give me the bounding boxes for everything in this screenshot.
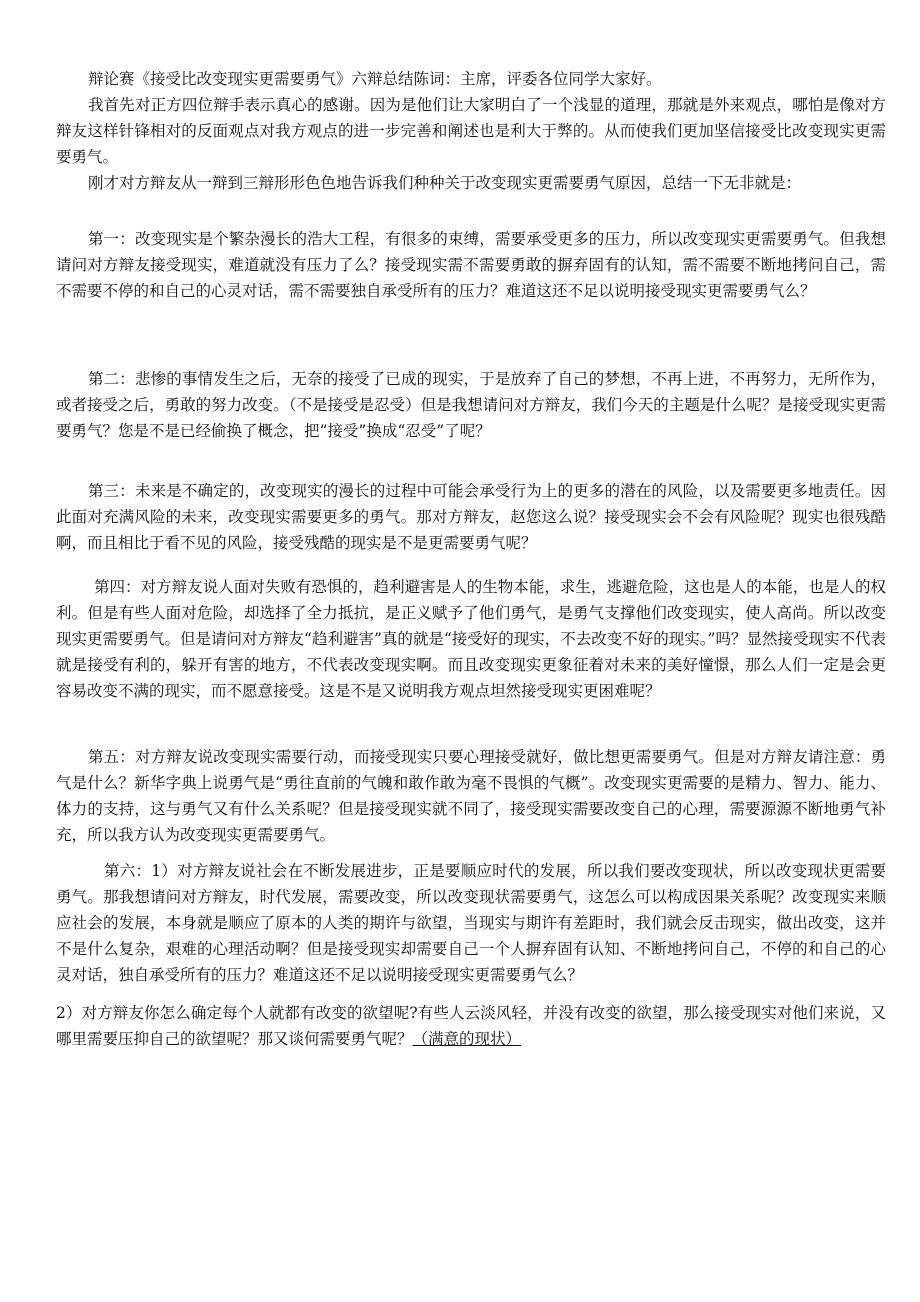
- point-six-part-two-text: 2）对方辩友你怎么确定每个人就都有改变的欲望呢?有些人云淡风轻，并没有改变的欲望，那么接受现实对他们来说，又哪里需要压抑自己的欲望呢？那又谈何需要勇气呢？: [56, 1004, 886, 1048]
- point-four-paragraph: 第四：对方辩友说人面对失败有恐惧的，趋利避害是人的生物本能，求生，逃避危险，这也是人的本能，也是人的权利。但是有些人面对危险，却选择了全力抵抗，是正义赋予了他们勇气，是勇气支撑他们改变现实，使人高尚。所以改变现实更需要勇气。但是请问对方辩友“趋利避害”真的就是“接受好的现实，不去改变不好的现实。”吗？显然接受现实不代表就是接受有利的，躲开有害的地方，不代表改变现实啊。而且改变现实更象征着对未来的美好憧憬，那么人们一定是会更容易改变不满的现实，而不愿意接受。这是不是又说明我方观点坦然接受现实更困难呢？: [56, 578, 886, 700]
- point-three-paragraph: 第三：未来是不确定的，改变现实的漫长的过程中可能会承受行为上的更多的潜在的风险，以及需要更多地责任。因此面对充满风险的未来，改变现实需要更多的勇气。那对方辩友，赵您这么说？接受现实会不会有风险呢？现实也很残酷啊，而且相比于看不见的风险，接受残酷的现实是不是更需要勇气呢？: [56, 482, 886, 552]
- summary-intro-paragraph: 刚才对方辩友从一辩到三辩形形色色地告诉我们种种关于改变现实更需要勇气原因，总结一下无非就是：: [88, 174, 802, 192]
- point-five-paragraph: 第五：对方辩友说改变现实需要行动，而接受现实只要心理接受就好，做比想更需要勇气。但是对方辩友请注意：勇气是什么？新华字典上说勇气是“勇往直前的气魄和敢作敢为毫不畏惧的气概”。改变现实更需要的是精力、智力、能力、体力的支持，这与勇气又有什么关系呢？但是接受现实就不同了，接受现实需要改变自己的心理，需要源源不断地勇气补充，所以我方认为改变现实更需要勇气。: [56, 748, 886, 844]
- title-paragraph: 辩论赛《接受比改变现实更需要勇气》六辩总结陈词：主席，评委各位同学大家好。: [88, 70, 662, 88]
- point-six-part-two-paragraph: [56, 1000, 886, 1052]
- point-six-paragraph: 第六：1）对方辩友说社会在不断发展进步，正是要顺应时代的发展，所以我们要改变现状，所以改变现状更需要勇气。那我想请问对方辩友，时代发展，需要改变，所以改变现状需要勇气，这怎么可以构成因果关系呢？改变现实来顺应社会的发展，本身就是顺应了原本的人类的期许与欲望，当现实与期许有差距时，我们就会反击现实，做出改变，这并不是什么复杂，艰难的心理活动啊？但是接受现实却需要自己一个人摒弃固有认知、不断地拷问自己，不停的和自己的心灵对话，独自承受所有的压力？难道这还不足以说明接受现实更需要勇气么？: [56, 862, 886, 984]
- intro-paragraph: 我首先对正方四位辩手表示真心的感谢。因为是他们让大家明白了一个浅显的道理，那就是外来观点，哪怕是像对方辩友这样针锋相对的反面观点对我方观点的进一步完善和阐述也是利大于弊的。从而使我们更加坚信接受比改变现实更需要勇气。: [56, 96, 886, 166]
- underlined-note: （满意的现状）: [412, 1030, 522, 1048]
- point-one-paragraph: 第一：改变现实是个繁杂漫长的浩大工程，有很多的束缚，需要承受更多的压力，所以改变现实更需要勇气。但我想请问对方辩友接受现实，难道就没有压力了么？接受现实需不需要勇敢的摒弃固有的认知，需不需要不断地拷问自己，需不需要不停的和自己的心灵对话，需不需要独自承受所有的压力？难道这还不足以说明接受现实更需要勇气么？: [56, 230, 886, 300]
- point-two-paragraph: 第二：悲惨的事情发生之后，无奈的接受了已成的现实，于是放弃了自己的梦想，不再上进，不再努力，无所作为，或者接受之后，勇敢的努力改变。（不是接受是忍受）但是我想请问对方辩友，我们今天的主题是什么呢？是接受现实更需要勇气？您是不是已经偷换了概念，把“接受”换成“忍受”了呢？: [56, 370, 886, 440]
